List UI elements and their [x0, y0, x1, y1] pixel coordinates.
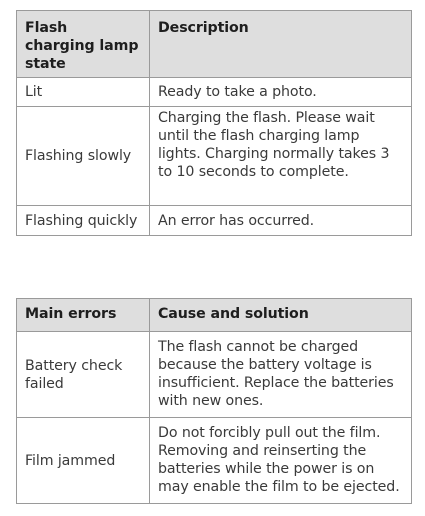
main-errors-table	[16, 298, 412, 504]
table-row	[17, 78, 412, 107]
flash-charging-lamp-table	[16, 10, 412, 236]
table-row	[17, 418, 412, 504]
error-name-cell: Battery check failed	[17, 332, 150, 418]
cause-solution-cell: Do not forcibly pull out the film. Removing and reinserting the batteries while the power is on may enable the film to be ejected.	[150, 418, 412, 504]
description-cell: Charging the flash. Please wait until the flash charging lamp lights. Charging normally takes 3 to 10 seconds to complete.	[150, 107, 412, 206]
column-header-main-errors: Main errors	[17, 299, 150, 332]
lamp-state-cell: Flashing slowly	[17, 107, 150, 206]
table-header-row	[17, 299, 412, 332]
table-row	[17, 107, 412, 206]
table-header-row	[17, 11, 412, 78]
description-cell: Ready to take a photo.	[150, 78, 412, 107]
column-header-lamp-state: Flash charging lamp state	[17, 11, 150, 78]
column-header-description: Description	[150, 11, 412, 78]
column-header-cause-and-solution: Cause and solution	[150, 299, 412, 332]
cause-solution-cell: The flash cannot be charged because the battery voltage is insufficient. Replace the batteries with new ones.	[150, 332, 412, 418]
table-row	[17, 332, 412, 418]
error-name-cell: Film jammed	[17, 418, 150, 504]
description-cell: An error has occurred.	[150, 206, 412, 236]
lamp-state-cell: Lit	[17, 78, 150, 107]
lamp-state-cell: Flashing quickly	[17, 206, 150, 236]
table-row	[17, 206, 412, 236]
